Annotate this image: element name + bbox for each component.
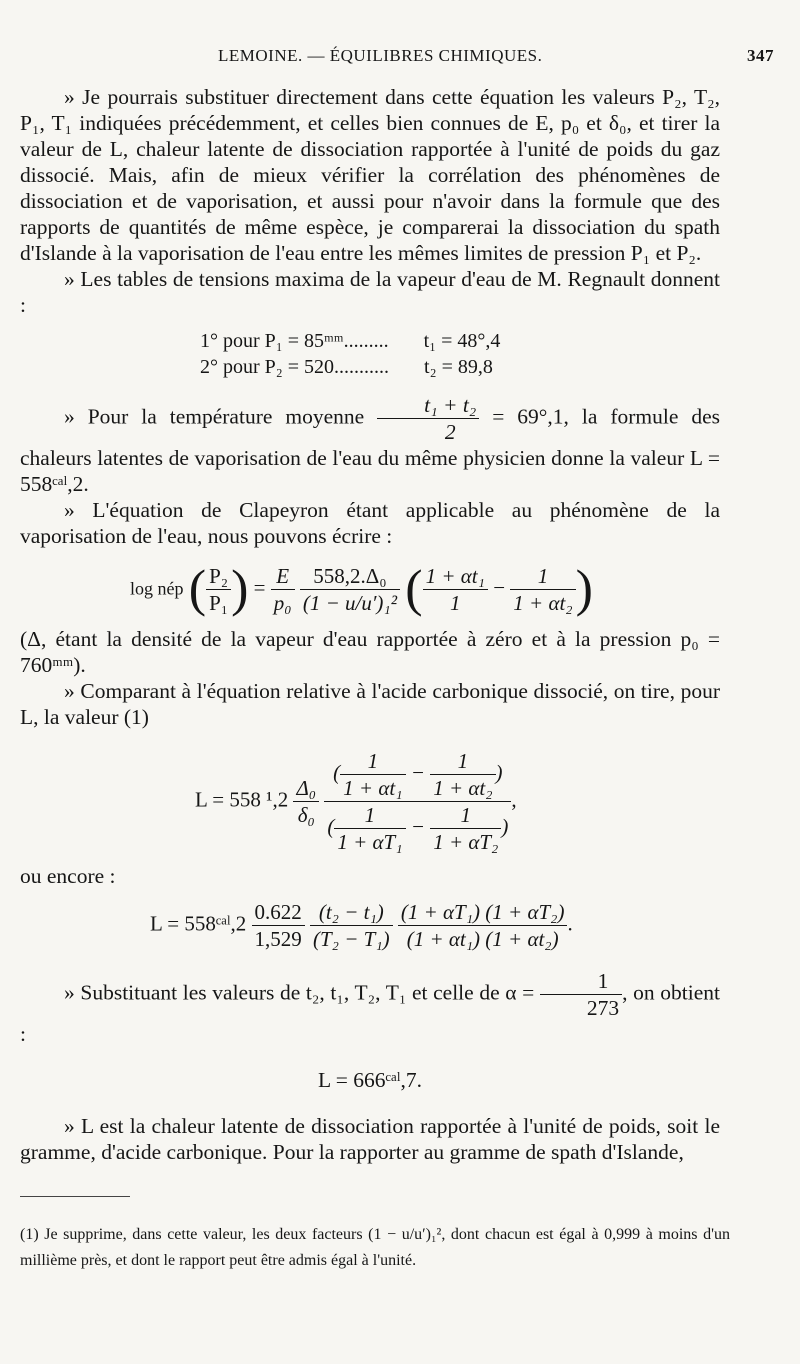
page-number: 347 bbox=[747, 46, 774, 65]
e-over-p0 bbox=[271, 563, 295, 616]
latent-heat-equation-1: L = 558 ¹,2 $\frac{\text{Δ₀}}{\text{δ₀}}$ ( $\frac{1}{\text{1 + αt₁}}$ − $\frac{1}{\text{1 + αt₂}}$ ) ( $\frac{1}{\text{1 + αT₁}}$ − $\frac{1}{\text{1 + αT₂}}$ ) , bbox=[195, 749, 517, 854]
right-paren: ) bbox=[231, 560, 249, 618]
fraction-numerator: 1 bbox=[340, 748, 405, 775]
fraction-numerator: 1 bbox=[510, 563, 575, 590]
latent-heat-equation-2: L = 558ᶜᵃˡ,2 $\frac{0.622}{1,529}$ $\frac{\text{(t₂ − t₁)}}{\text{(T₂ − T₁)}}$ $\frac{\text{(1 + αT₁) (1 + αT₂)}}{\text{(1 + αt₁) (1 + αt₂)}}$ . bbox=[150, 900, 573, 951]
table-row-label: 2° pour P₂ = 520........... bbox=[200, 356, 390, 378]
fraction-numerator: 558,2.Δ₀ bbox=[300, 563, 400, 590]
fraction-numerator: (t₂ − t₁) bbox=[310, 899, 393, 926]
heat-term bbox=[300, 563, 400, 616]
fraction-numerator: E bbox=[271, 563, 295, 590]
paragraph-3 bbox=[20, 392, 720, 497]
table-row-value: t₁ = 48°,4 bbox=[423, 330, 501, 352]
equation-lhs: L = 558 ¹,2 bbox=[195, 787, 289, 812]
paragraph-8 bbox=[20, 968, 720, 1047]
fraction-numerator: 1 bbox=[540, 968, 622, 995]
alpha-fraction bbox=[540, 968, 622, 1021]
term-t1 bbox=[340, 748, 405, 801]
paragraph-8-start: » Substituant les valeurs de t₂, t₁, T₂, T₁ et celle de α = bbox=[64, 980, 535, 1005]
tension-table bbox=[200, 328, 720, 380]
fraction-denominator: δ₀ bbox=[297, 803, 315, 827]
fraction-denominator: (1 − u/u′)₁² bbox=[302, 591, 398, 615]
minus-sign: − bbox=[493, 575, 506, 600]
fraction-denominator: (T₂ − T₁) bbox=[313, 927, 390, 951]
table-row bbox=[200, 328, 720, 354]
paragraph-3-start: » Pour la température moyenne bbox=[64, 404, 365, 429]
fraction-numerator: 1 bbox=[430, 748, 495, 775]
temperature-ratio bbox=[324, 748, 511, 855]
paragraph-7: ou encore : bbox=[20, 864, 116, 888]
equation-lhs: log nép bbox=[130, 578, 184, 599]
equation-lhs: L = 558ᶜᵃˡ,2 bbox=[150, 911, 247, 936]
paragraph-4: » L'équation de Clapeyron étant applicable au phénomène de la vaporisation de l'eau, nous pouvons écrire : bbox=[20, 498, 720, 548]
paragraph-3-end: = 69°,1, la formule des chaleurs latentes de vaporisation de l'eau du même physicien donne la valeur L = 558ᶜᵃˡ,2. bbox=[20, 404, 720, 496]
fraction-numerator: 0.622 bbox=[252, 899, 305, 926]
table-row bbox=[200, 354, 720, 380]
paragraph-5: (Δ, étant la densité de la vapeur d'eau rapportée à zéro et à la pression p₀ = 760ᵐᵐ). bbox=[20, 627, 720, 677]
fraction-denominator: 1 + αt₁ bbox=[343, 776, 403, 800]
footnote-divider bbox=[20, 1196, 130, 1197]
fraction-denominator: 1 bbox=[450, 591, 461, 615]
temperature-difference-factor bbox=[310, 899, 393, 952]
fraction-numerator: 1 + αt₁ bbox=[423, 563, 488, 590]
term-t2 bbox=[430, 748, 495, 801]
left-paren: ( bbox=[188, 560, 207, 618]
left-paren: ( bbox=[405, 560, 423, 618]
fraction-denominator: p₀ bbox=[273, 591, 292, 615]
density-factor bbox=[252, 899, 305, 952]
bracket-term-1 bbox=[423, 563, 488, 616]
compound-denominator: ( $\frac{1}{\text{1 + αT₁}}$ − $\frac{1}{\text{1 + αT₂}}$ ) bbox=[327, 803, 509, 854]
table-row-value: t₂ = 89,8 bbox=[424, 356, 493, 378]
fraction-denominator: 1 + αt₂ bbox=[513, 591, 573, 615]
bracket-term-2 bbox=[510, 563, 575, 616]
latent-heat-result: L = 666ᶜᵃˡ,7. bbox=[318, 1068, 422, 1092]
paragraph-9: » L est la chaleur latente de dissociation rapportée à l'unité de poids, soit le gramme, d'acide carbonique. Pour la rapporter au gramme de spath d'Islande, bbox=[20, 1114, 720, 1164]
running-title: LEMOINE. — ÉQUILIBRES CHIMIQUES. bbox=[218, 46, 543, 65]
fraction-numerator: Δ₀ bbox=[293, 775, 319, 802]
fraction-denominator: P₁ bbox=[209, 591, 229, 615]
term-T1 bbox=[334, 802, 405, 855]
fraction-denominator: (1 + αt₁) (1 + αt₂) bbox=[406, 927, 559, 951]
paragraph-2: » Les tables de tensions maxima de la vapeur d'eau de M. Regnault donnent : bbox=[20, 267, 720, 317]
fraction-denominator: 1 + αT₁ bbox=[337, 830, 403, 854]
pressure-ratio bbox=[206, 563, 231, 616]
fraction-numerator: 1 bbox=[430, 802, 501, 829]
page-header bbox=[20, 46, 780, 72]
term-T2 bbox=[430, 802, 501, 855]
fraction-denominator: 1,529 bbox=[254, 927, 302, 951]
paragraph-8-end: , on obtient : bbox=[20, 980, 721, 1046]
fraction-numerator: P₂ bbox=[206, 563, 231, 590]
table-row-label: 1° pour P₁ = 85ᵐᵐ......... bbox=[200, 330, 389, 352]
fraction-numerator: 1 bbox=[334, 802, 405, 829]
clapeyron-equation: log nép ( $\frac{\text{P₂}}{\text{P₁}}$ ) = $\frac{E}{\text{p₀}}$ $\frac{\text{558,2.Δ₀}}{\text{(1 − u/u′)₁²}}$ ( $\frac{\text{1 + αt₁}}{1}$ − $\frac{1}{\text{1 + αt₂}}$ ) bbox=[130, 560, 593, 618]
fraction-numerator: t₁ + t₂ bbox=[377, 392, 479, 419]
fraction-denominator: 1 + αT₂ bbox=[433, 830, 499, 854]
fraction-numerator: (1 + αT₁) (1 + αT₂) bbox=[398, 899, 568, 926]
paragraph-6: » Comparant à l'équation relative à l'acide carbonique dissocié, on tire, pour L, la valeur (1) bbox=[20, 679, 720, 729]
fraction-denominator: 273 bbox=[586, 996, 620, 1020]
fraction-denominator: 2 bbox=[444, 420, 456, 444]
compound-numerator: ( $\frac{1}{\text{1 + αt₁}}$ − $\frac{1}{\text{1 + αt₂}}$ ) bbox=[324, 748, 511, 802]
right-paren: ) bbox=[575, 560, 593, 618]
fraction-denominator: 1 + αt₂ bbox=[433, 776, 493, 800]
expansion-factor bbox=[398, 899, 568, 952]
density-ratio bbox=[293, 775, 319, 828]
paragraph-1: » Je pourrais substituer directement dans cette équation les valeurs P₂, T₂, P₁, T₁ indiquées précédemment, et celles bien connues de E, p₀ et δ₀, et tirer la valeur de L, chaleur latente de dissociation rapportée à l'unité de poids du gaz dissocié. Mais, afin de mieux vérifier la corrélation des phénomènes de dissociation et de vaporisation, et aussi pour n'avoir dans la formule que des rapports de quantités de même espèce, je comparerai la dissociation du spath d'Islande à la vaporisation de l'eau entre les mêmes limites de pression P₁ et P₂. bbox=[20, 85, 720, 265]
body-text bbox=[20, 84, 720, 1165]
footnote: (1) Je supprime, dans cette valeur, les deux facteurs (1 − u/u′)₁², dont chacun est égal à 0,999 à moins d'un millième près, et dont le rapport peut être admis égal à l'unité. bbox=[20, 1226, 730, 1269]
mean-temperature-fraction bbox=[377, 392, 479, 445]
